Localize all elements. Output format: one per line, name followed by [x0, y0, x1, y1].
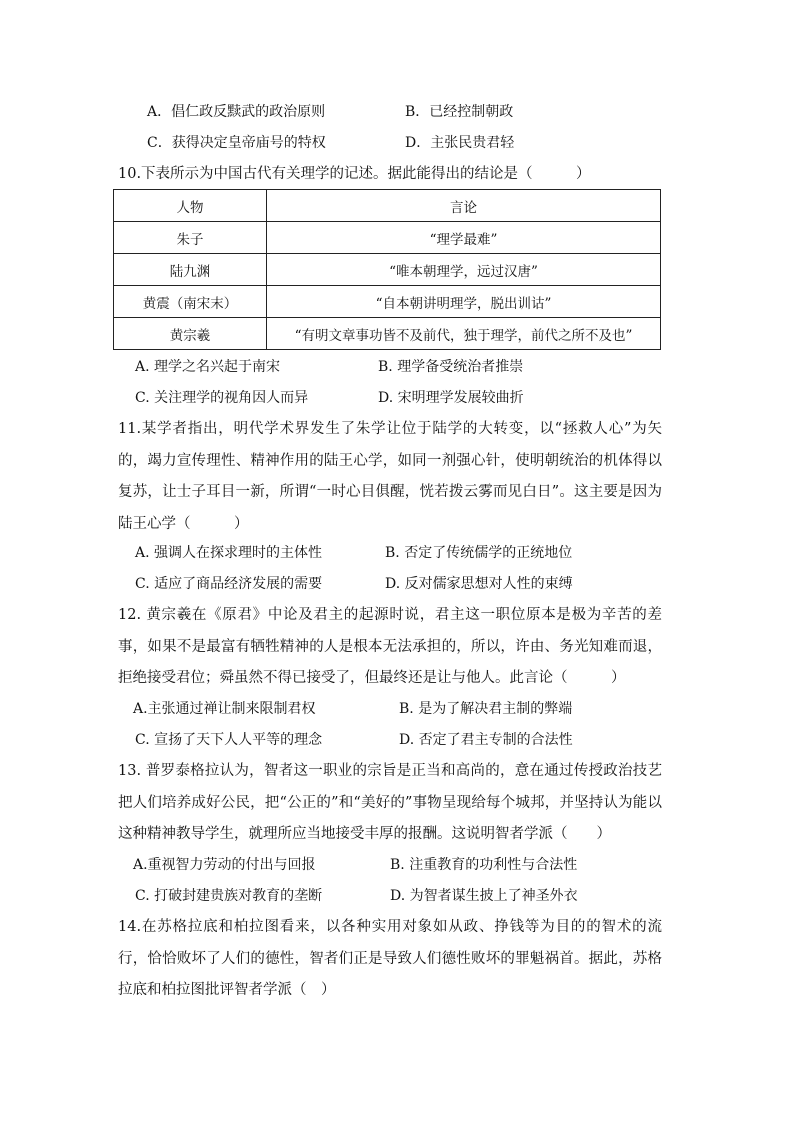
q10-table [113, 189, 661, 350]
q10-option-b[interactable]: B. 理学备受统治者推崇 [378, 359, 524, 375]
q13-option-a[interactable]: A.重视智力劳动的付出与回报 [133, 857, 316, 873]
q9-option-a[interactable]: A．倡仁政反黩武的政治原则 [147, 104, 326, 120]
q12-option-d[interactable]: D. 否定了君主专制的合法性 [399, 732, 573, 748]
table-cell-statement: “唯本朝理学，远过汉唐” [267, 254, 661, 286]
q13-option-c[interactable]: C. 打破封建贵族对教育的垄断 [135, 888, 323, 904]
q11-option-d[interactable]: D. 反对儒家思想对人性的束缚 [385, 576, 573, 592]
q14-stem: 14.在苏格拉底和柏拉图看来，以各种实用对象如从政、挣钱等为目的的智术的流行，恰恰败坏了人们的德性，智者们正是导致人们德性败坏的罪魁祸首。据此，苏格拉底和柏拉图批评智者学派（ ） [118, 919, 662, 998]
q13-option-d[interactable]: D. 为智者谋生披上了神圣外衣 [390, 888, 578, 904]
table-header-statement: 言论 [267, 190, 661, 222]
table-header-row [114, 190, 661, 222]
q11-option-b[interactable]: B. 否定了传统儒学的正统地位 [385, 545, 573, 561]
q13-option-b[interactable]: B. 注重教育的功利性与合法性 [390, 857, 578, 873]
q9-option-b[interactable]: B．已经控制朝政 [405, 104, 514, 120]
table-cell-statement: “自本朝讲明理学，脱出训诂” [267, 286, 661, 318]
q11-option-a[interactable]: A. 强调人在探求理时的主体性 [135, 545, 323, 561]
table-cell-statement: “理学最难” [267, 222, 661, 254]
q11-stem: 11.某学者指出，明代学术界发生了朱学让位于陆学的大转变，以“拯救人心”为矢的，竭力宣传理性、精神作用的陆王心学，如同一剂强心针，使明朝统治的机体得以复苏，让士子耳目一新，所谓“一时心目俱醒，恍若拨云雾而见白日”。这主要是因为陆王心学（ ） [118, 421, 662, 532]
table-cell-person: 黄宗羲 [114, 318, 267, 350]
q12-option-c[interactable]: C. 宣扬了天下人人平等的理念 [135, 732, 323, 748]
q12-option-b[interactable]: B. 是为了解决君主制的弊端 [399, 701, 573, 717]
table-cell-statement: “有明文章事功皆不及前代，独于理学，前代之所不及也” [267, 318, 661, 350]
q11-option-c[interactable]: C. 适应了商品经济发展的需要 [135, 576, 323, 592]
table-cell-person: 朱子 [114, 222, 267, 254]
q10-option-c[interactable]: C. 关注理学的视角因人而异 [135, 390, 309, 406]
q9-option-d[interactable]: D．主张民贵君轻 [405, 135, 515, 151]
table-cell-person: 陆九渊 [114, 254, 267, 286]
table-row [114, 254, 661, 286]
q10-option-a[interactable]: A. 理学之名兴起于南宋 [135, 359, 281, 375]
q10-option-d[interactable]: D. 宋明理学发展较曲折 [378, 390, 524, 406]
q12-option-a[interactable]: A.主张通过禅让制来限制君权 [133, 701, 316, 717]
q13-stem: 13. 普罗泰格拉认为，智者这一职业的宗旨是正当和高尚的，意在通过传授政治技艺把人们培养成好公民，把“公正的”和“美好的”事物呈现给每个城邦，并坚持认为能以这种精神教导学生，就理所应当地接受丰厚的报酬。这说明智者学派（ ） [118, 763, 662, 842]
q9-option-c[interactable]: C．获得决定皇帝庙号的特权 [147, 135, 326, 151]
table-row [114, 222, 661, 254]
q12-stem: 12. 黄宗羲在《原君》中论及君主的起源时说，君主这一职位原本是极为辛苦的差事，如果不是最富有牺牲精神的人是根本无法承担的，所以，许由、务光知难而退，拒绝接受君位；舜虽然不得已接受了，但最终还是让与他人。此言论（ ） [118, 607, 662, 686]
table-cell-person: 黄震（南宋末） [114, 286, 267, 318]
table-header-person: 人物 [114, 190, 267, 222]
table-row [114, 318, 661, 350]
q10-stem: 10.下表所示为中国古代有关理学的记述。据此能得出的结论是（ ） [118, 166, 591, 182]
table-row [114, 286, 661, 318]
